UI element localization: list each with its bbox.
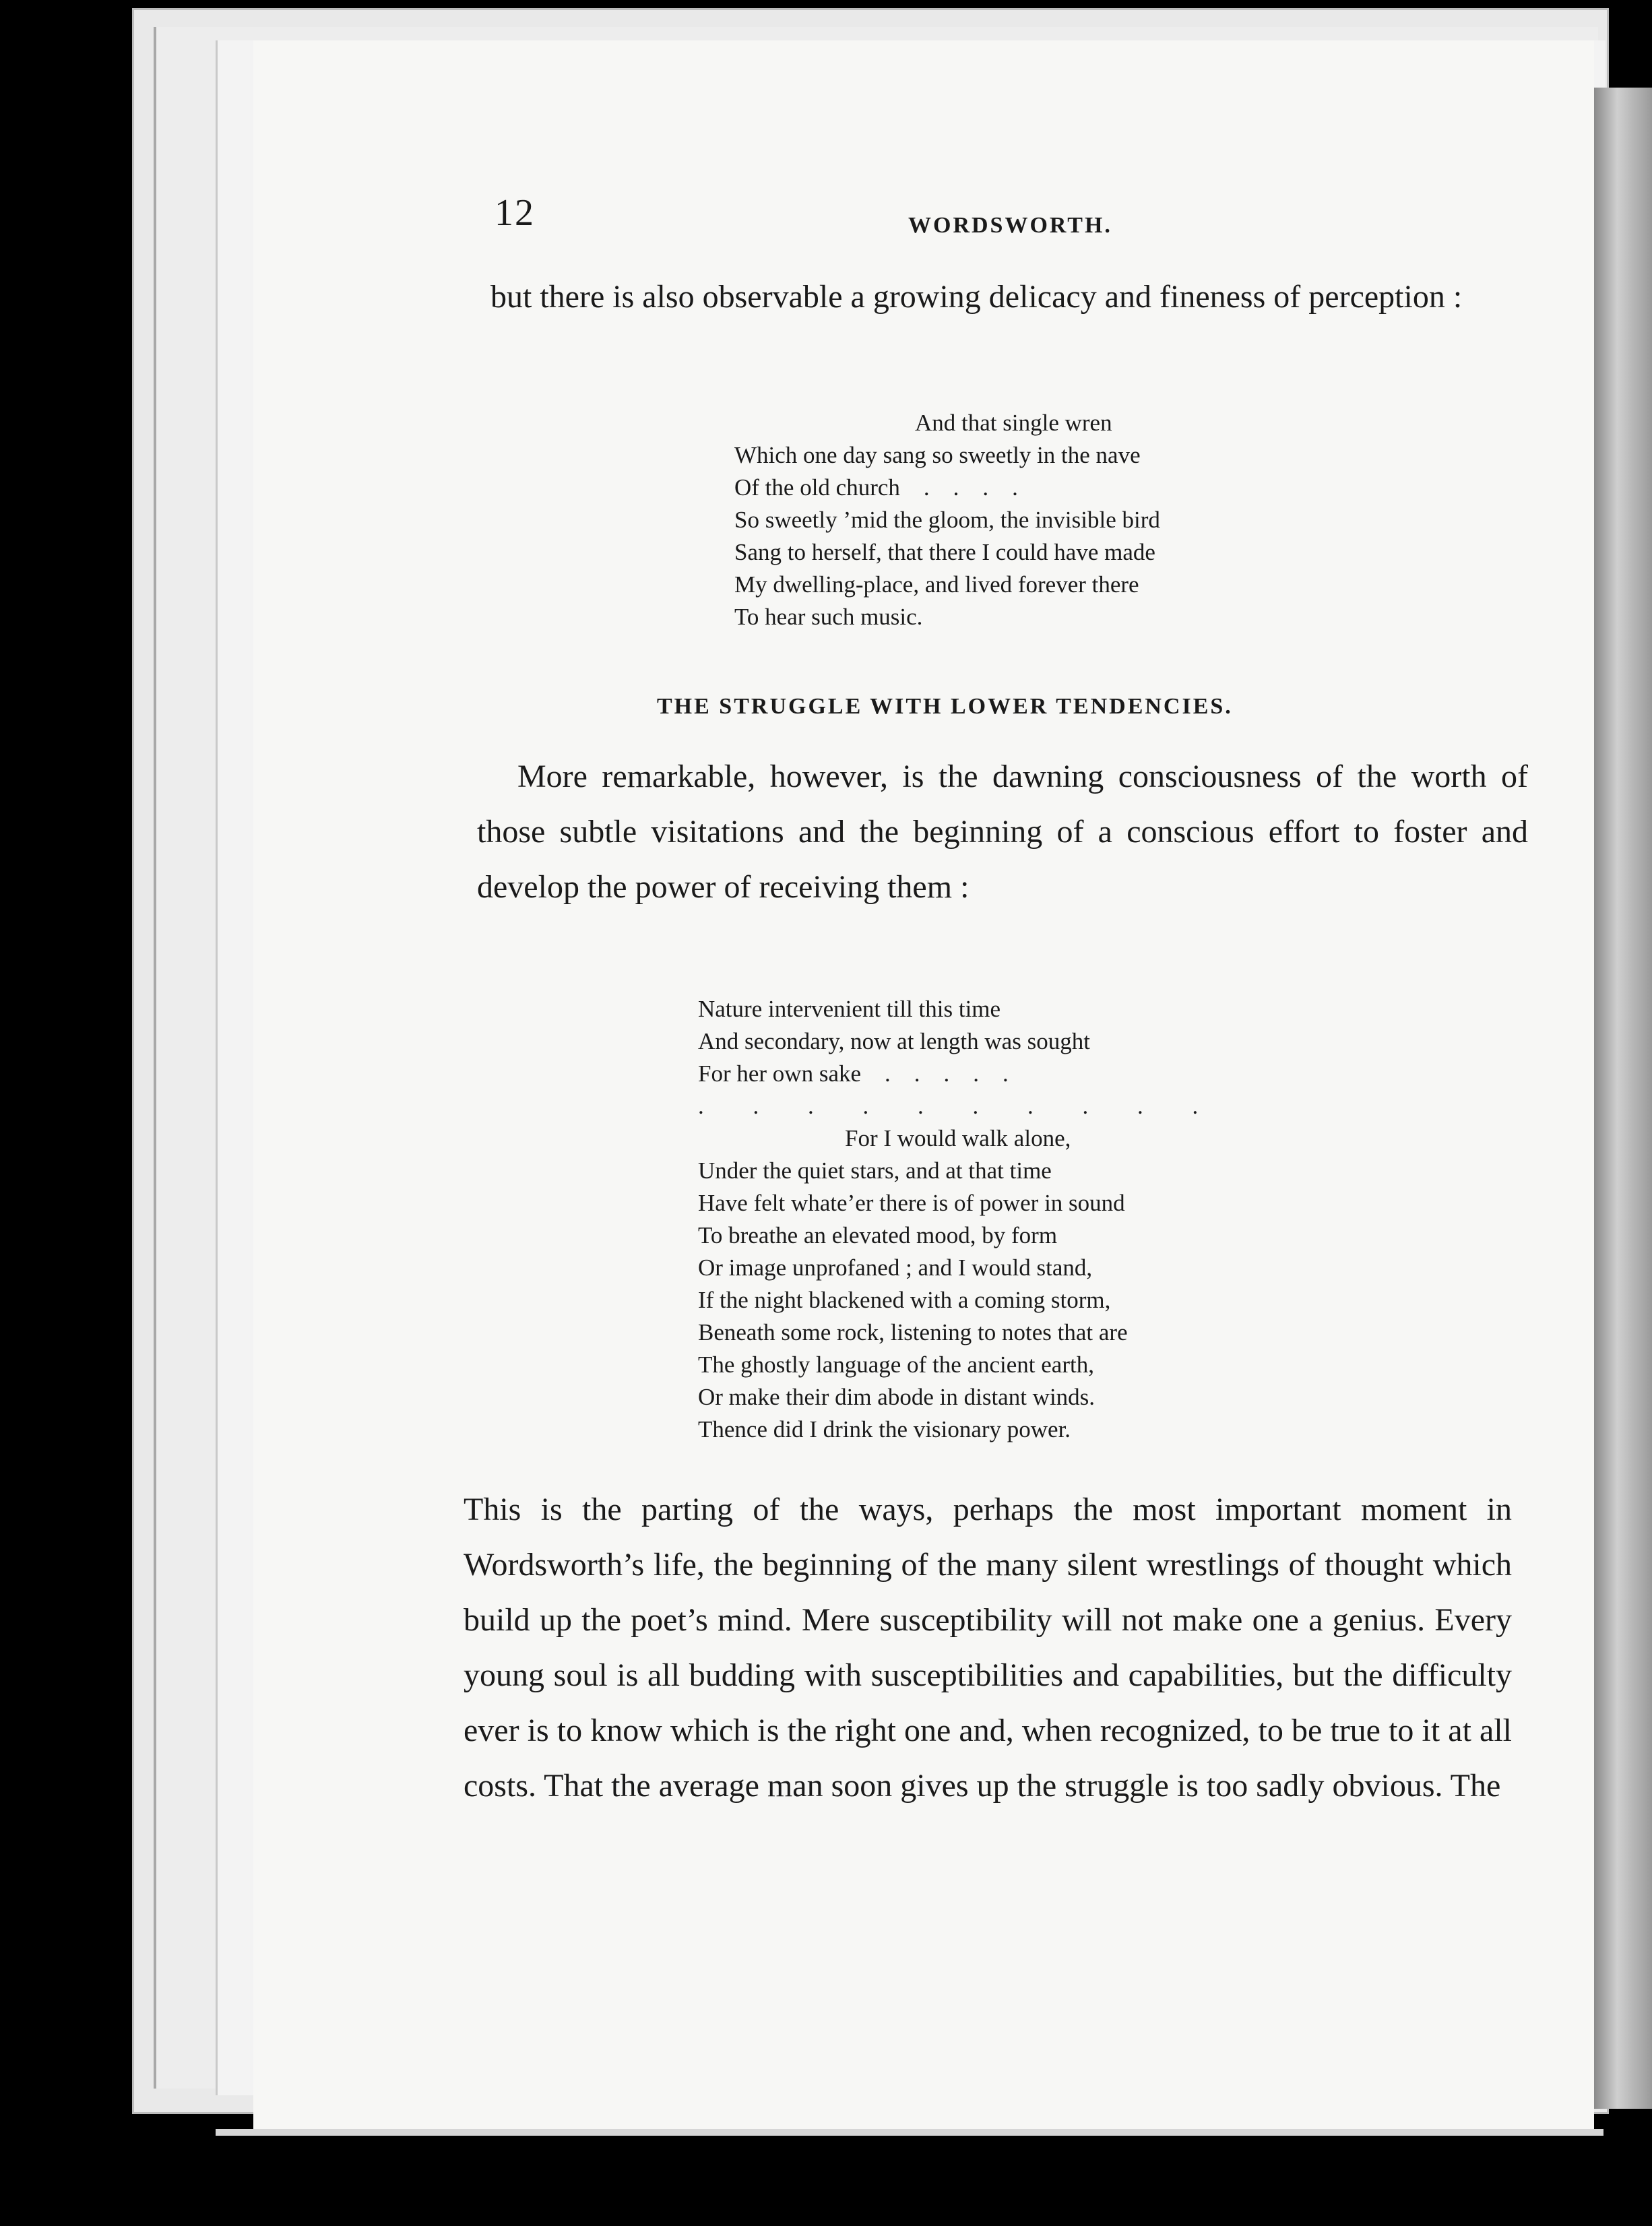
paragraph-1-text: but there is also observable a growing delicacy and fineness of perception : bbox=[490, 279, 1463, 315]
verse-1-line: Sang to herself, that there I could have made bbox=[734, 539, 1155, 565]
verse-2-line: Beneath some rock, listening to notes that are bbox=[698, 1319, 1128, 1345]
verse-2-line: Have felt whate’er there is of power in sound bbox=[698, 1190, 1125, 1216]
verse-1-line: Which one day sang so sweetly in the nave bbox=[734, 442, 1141, 468]
page-number: 12 bbox=[495, 192, 535, 234]
verse-1-line: To hear such music. bbox=[734, 604, 923, 630]
verse-2-line: For her own sake . . . . . bbox=[698, 1060, 1009, 1087]
verse-2-line: And secondary, now at length was sought bbox=[698, 1028, 1090, 1054]
running-head: WORDSWORTH. bbox=[908, 213, 1112, 238]
section-subheading: THE STRUGGLE WITH LOWER TENDENCIES. bbox=[657, 694, 1233, 719]
verse-2-line: Nature intervenient till this time bbox=[698, 996, 1001, 1022]
verse-2-line: Or image unprofaned ; and I would stand, bbox=[698, 1254, 1093, 1281]
verse-2-line: If the night blackened with a coming storm, bbox=[698, 1287, 1111, 1313]
verse-quote-2 bbox=[698, 993, 1219, 1446]
paragraph-2-text: More remarkable, however, is the dawning consciousness of the worth of those subtle visitations and the beginning of a conscious effort to foster and develop the power of receiving them : bbox=[477, 759, 1528, 905]
verse-2-line: To breathe an elevated mood, by form bbox=[698, 1222, 1058, 1248]
verse-1-line: And that single wren bbox=[915, 410, 1112, 436]
paragraph-3-text: This is the parting of the ways, perhaps the most important moment in Wordsworth’s life, the beginning of the many silent wrestlings of thought which build up the poet’s mind. Mere susceptibility will not make one a genius. Every young soul is all budding with susceptibilities and capabilities, but the difficulty ever is to know which is the right one and, when recognized, to be true to it at all costs. That the average man soon gives up the struggle is too sadly obvious. The bbox=[464, 1492, 1512, 1804]
paragraph-2 bbox=[477, 749, 1528, 915]
verse-1-line: Of the old church . . . . bbox=[734, 474, 1018, 501]
gutter-shadow bbox=[1594, 88, 1652, 2109]
verse-2-ellipsis: . . . . . . . . . . bbox=[698, 1093, 1220, 1119]
verse-2-line: The ghostly language of the ancient earth, bbox=[698, 1352, 1094, 1378]
verse-2-line: Or make their dim abode in distant winds. bbox=[698, 1384, 1095, 1410]
page-bottom-edge bbox=[216, 2129, 1603, 2136]
verse-quote-1 bbox=[734, 407, 1160, 633]
paragraph-3 bbox=[464, 1482, 1512, 1814]
verse-2-line: Under the quiet stars, and at that time bbox=[698, 1157, 1052, 1184]
verse-2-line: For I would walk alone, bbox=[845, 1125, 1071, 1151]
paragraph-1 bbox=[490, 269, 1548, 325]
verse-1-line: So sweetly ’mid the gloom, the invisible bird bbox=[734, 507, 1160, 533]
verse-2-line: Thence did I drink the visionary power. bbox=[698, 1416, 1071, 1442]
verse-1-line: My dwelling-place, and lived forever there bbox=[734, 571, 1139, 598]
